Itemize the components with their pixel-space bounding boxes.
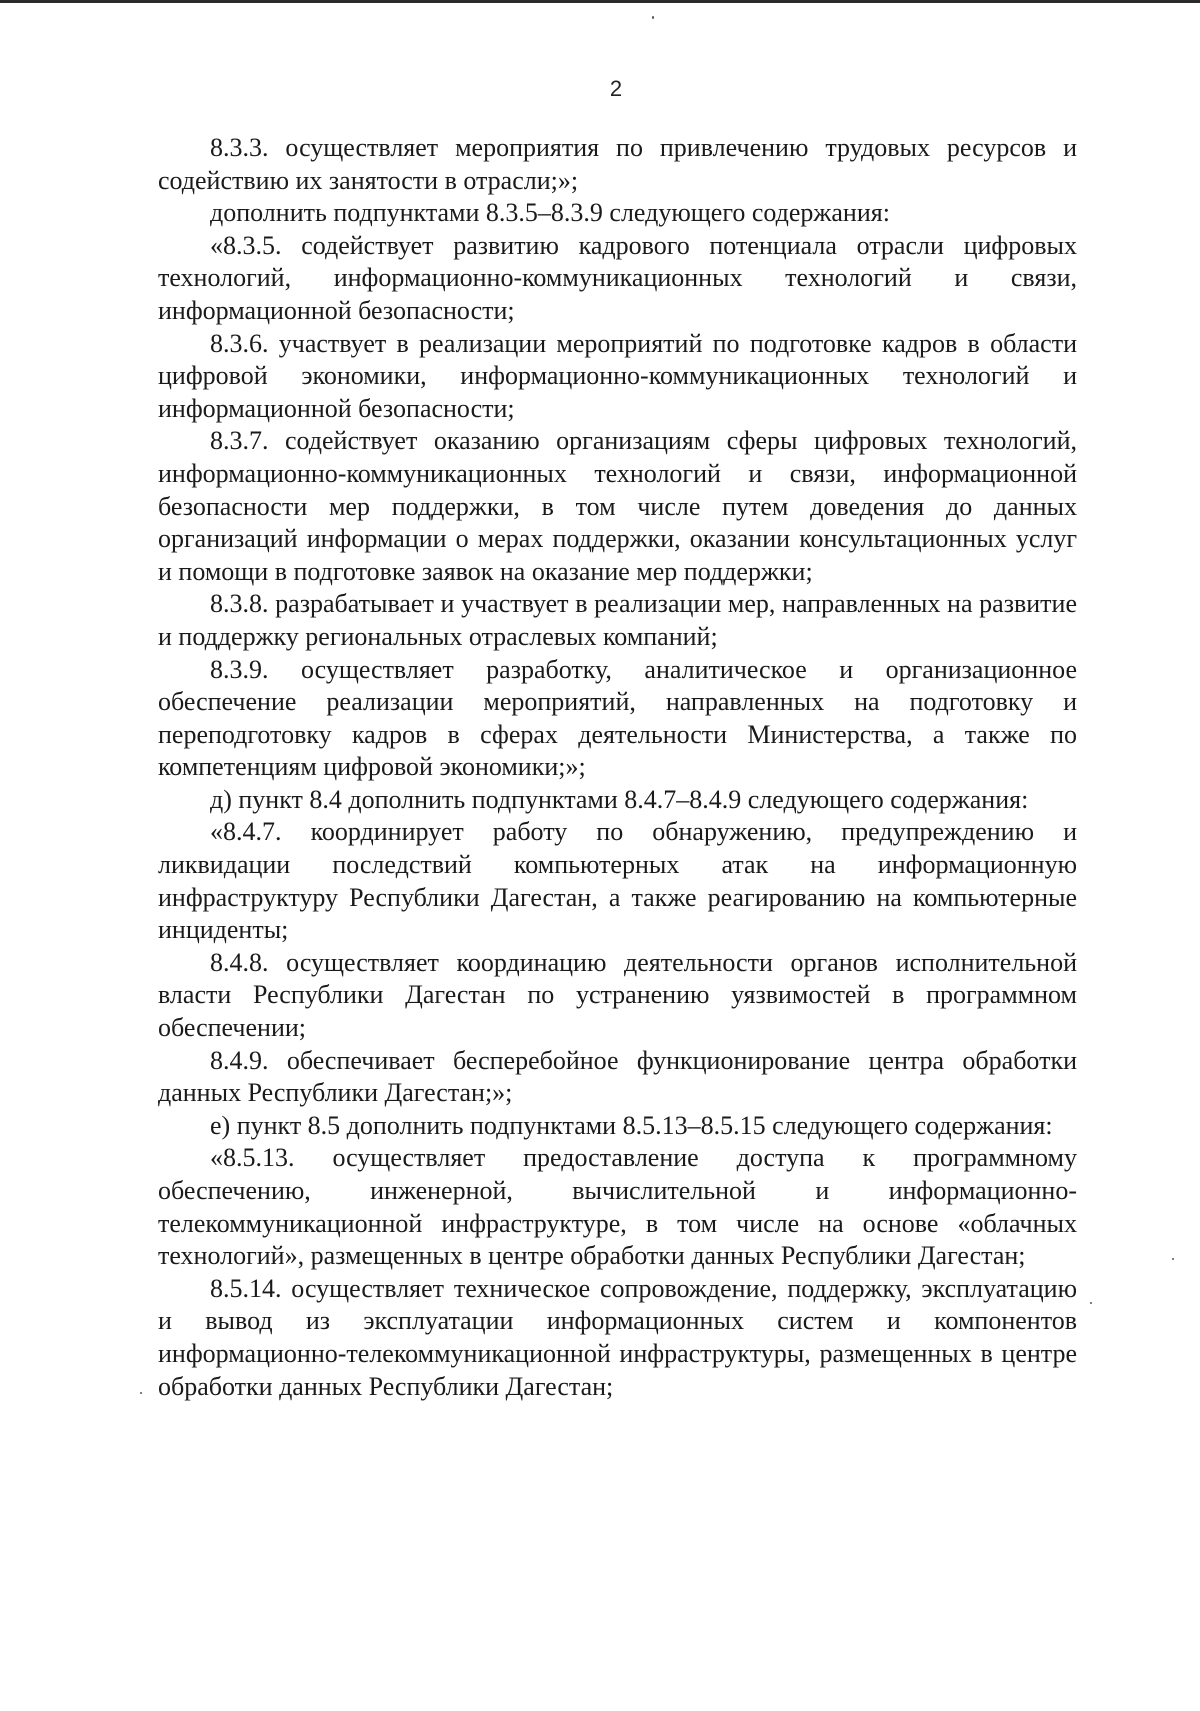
paragraph-8-3-6: 8.3.6. участвует в реализации мероприятий по подготовке кадров в области цифровой экономики, информационно-коммуникационных технологий и информационной безопасности; bbox=[158, 328, 1077, 423]
paragraph-amend-8-3: дополнить подпунктами 8.3.5–8.3.9 следующего содержания: bbox=[210, 198, 890, 228]
document-body bbox=[158, 132, 1077, 1403]
paragraph-8-3-7: 8.3.7. содействует оказанию организациям сферы цифровых технологий, информационно-коммуникационных технологий и связи, информационной безопасности мер поддержки, в том числе путем доведения до данных организаций информации о мерах поддержки, оказании консультационных услуг и помощи в подготовке заявок на оказание мер поддержки; bbox=[158, 426, 1077, 586]
paragraph-8-3-8: 8.3.8. разрабатывает и участвует в реализации мер, направленных на развитие и поддержку региональных отраслевых компаний; bbox=[158, 589, 1077, 651]
paragraph-amend-8-5: е) пункт 8.5 дополнить подпунктами 8.5.13–8.5.15 следующего содержания: bbox=[210, 1110, 1053, 1140]
paragraph-8-4-8: 8.4.8. осуществляет координацию деятельности органов исполнительной власти Республики Дагестан по устранению уязвимостей в программном обеспечении; bbox=[158, 947, 1077, 1043]
paragraph-8-5-13: «8.5.13. осуществляет предоставление доступа к программному обеспечению, инженерной, вычислительной и информационно-телекоммуникационной инфраструктуре, в том числе на основе «облачных технологий», размещенных в центре обработки данных Республики Дагестан; bbox=[158, 1143, 1077, 1271]
page-number: 2 bbox=[609, 76, 623, 101]
paragraph-8-5-14: 8.5.14. осуществляет техническое сопровождение, поддержку, эксплуатацию и вывод из эксплуатации информационных систем и компонентов информационно-телекоммуникационной инфраструктуры, размещенных в центре обработки данных Республики Дагестан; bbox=[158, 1273, 1077, 1401]
paragraph-8-4-7: «8.4.7. координирует работу по обнаружению, предупреждению и ликвидации последствий компьютерных атак на информационную инфраструктуру Республики Дагестан, а также реагированию на компьютерные инциденты; bbox=[158, 817, 1077, 945]
scan-speck bbox=[1090, 1302, 1092, 1304]
paragraph-8-3-5: «8.3.5. содействует развитию кадрового потенциала отрасли цифровых технологий, информационно-коммуникационных технологий и связи, информационной безопасности; bbox=[158, 230, 1077, 325]
paragraph-8-4-9: 8.4.9. обеспечивает бесперебойное функционирование центра обработки данных Республики Дагестан;»; bbox=[158, 1045, 1077, 1108]
paragraph-amend-8-4: д) пункт 8.4 дополнить подпунктами 8.4.7–8.4.9 следующего содержания: bbox=[210, 784, 1029, 814]
scan-speck bbox=[1172, 1258, 1174, 1260]
scan-speck bbox=[652, 16, 654, 19]
scan-speck bbox=[140, 1392, 142, 1394]
paragraph-8-3-9: 8.3.9. осуществляет разработку, аналитическое и организационное обеспечение реализации мероприятий, направленных на подготовку и переподготовку кадров в сферах деятельности Министерства, а также по компетенциям цифровой экономики;»; bbox=[158, 654, 1077, 782]
paragraph-8-3-3: 8.3.3. осуществляет мероприятия по привлечению трудовых ресурсов и содействию их занятости в отрасли;»; bbox=[158, 133, 1077, 195]
scan-top-border bbox=[0, 0, 1200, 3]
